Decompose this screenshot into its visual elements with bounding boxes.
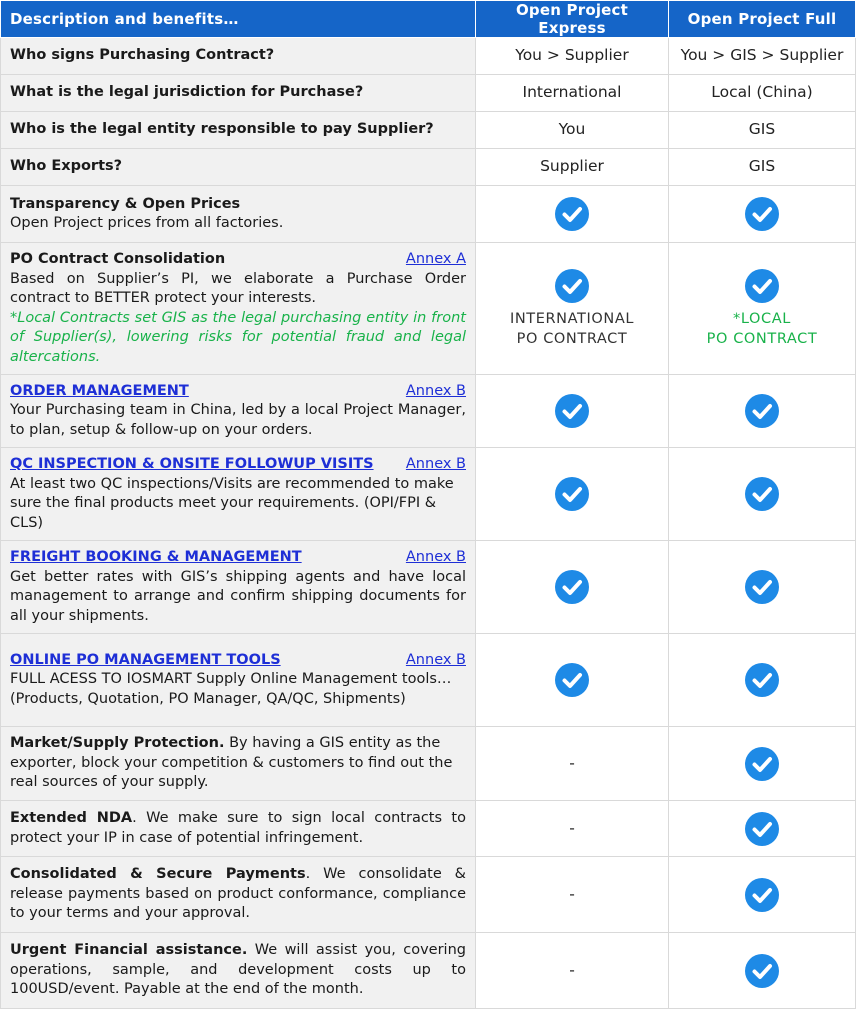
row-legal-entity: [1, 112, 856, 149]
feature-title-link[interactable]: ORDER MANAGEMENT: [10, 382, 189, 399]
check-circle-icon: [555, 663, 589, 697]
not-included-dash: -: [476, 727, 669, 801]
annex-link[interactable]: Annex B: [405, 382, 466, 399]
feature-text: . We make sure to sign local contracts to protect your IP in case of potential infringement.: [10, 810, 466, 846]
feature-text: Your Purchasing team in China, led by a local Project Manager, to plan, setup & follow-up on your orders.: [10, 402, 466, 438]
row-who-exports: [1, 149, 856, 186]
feature-text: At least two QC inspections/Visits are recommended to make sure the final products meet your requirements. (OPI/FPI & CLS): [10, 475, 454, 531]
feature-title-link[interactable]: FREIGHT BOOKING & MANAGEMENT: [10, 549, 302, 565]
feature-lead: Extended NDA: [10, 810, 133, 826]
annex-link[interactable]: Annex B: [405, 549, 466, 565]
express-value: You: [476, 112, 669, 149]
header-row: [1, 1, 856, 38]
check-circle-icon: [555, 570, 589, 604]
feature-text: Based on Supplier’s PI, we elaborate a Purchase Order contract to BETTER protect your interests.: [10, 270, 466, 306]
check-circle-icon: [555, 477, 589, 511]
annex-link[interactable]: Annex B: [405, 651, 466, 668]
check-circle-icon: [555, 269, 589, 303]
feature-cell: [1, 541, 476, 634]
check-circle-icon: [745, 570, 779, 604]
feature-text: (Products, Quotation, PO Manager, QA/QC, Shipments): [10, 690, 406, 707]
feature-cell: [1, 375, 476, 448]
feature-cell: [1, 727, 476, 801]
full-value: GIS: [669, 112, 856, 149]
check-circle-icon: [745, 394, 779, 428]
annex-link[interactable]: Annex B: [405, 456, 466, 472]
feature-cell: [1, 801, 476, 857]
feature-cell: [1, 857, 476, 933]
row-jurisdiction: [1, 75, 856, 112]
feature-title: Transparency & Open Prices: [10, 195, 241, 212]
annex-link[interactable]: Annex A: [405, 251, 466, 267]
feature-text: Get better rates with GIS’s shipping agents and have local management to arrange and confirm shipping documents for all your shipments.: [10, 568, 466, 624]
feature-text: FULL ACESS TO IOSMART Supply Online Management tools…: [10, 671, 452, 688]
check-circle-icon: [745, 197, 779, 231]
feature-lead: Urgent Financial assistance.: [10, 942, 248, 959]
express-caption: [485, 309, 659, 349]
feature-lead: Consolidated & Secure Payments: [10, 866, 306, 883]
full-value: GIS: [669, 149, 856, 186]
express-value: Supplier: [476, 149, 669, 186]
express-value: International: [476, 75, 669, 112]
feature-cell: [1, 186, 476, 243]
feature-cell: [1, 933, 476, 1009]
feature-cell: [1, 448, 476, 541]
check-circle-icon: [745, 477, 779, 511]
row-who-signs: [1, 38, 856, 75]
check-circle-icon: [745, 954, 779, 988]
row-online-tools: [1, 634, 856, 727]
feature-title-link[interactable]: ONLINE PO MANAGEMENT TOOLS: [10, 651, 281, 668]
feature-title: PO Contract Consolidation: [10, 251, 226, 267]
check-circle-icon: [555, 394, 589, 428]
caption-line: PO CONTRACT: [516, 330, 628, 347]
express-value: You > Supplier: [476, 38, 669, 75]
caption-line: PO CONTRACT: [706, 330, 818, 347]
header-express: Open Project Express: [476, 1, 669, 38]
full-value: You > GIS > Supplier: [669, 38, 856, 75]
question-label: Who signs Purchasing Contract?: [1, 38, 476, 75]
check-circle-icon: [745, 747, 779, 781]
check-circle-icon: [745, 878, 779, 912]
feature-title-link[interactable]: QC INSPECTION & ONSITE FOLLOWUP VISITS: [10, 456, 374, 472]
row-extended-nda: [1, 801, 856, 857]
caption-line: INTERNATIONAL: [509, 310, 635, 327]
not-included-dash: -: [476, 857, 669, 933]
question-label: Who Exports?: [1, 149, 476, 186]
check-circle-icon: [745, 269, 779, 303]
row-secure-payments: [1, 857, 856, 933]
feature-text: . We consolidate & release payments based on product conformance, compliance to your terms and your approval.: [10, 866, 466, 922]
row-po-contract: [1, 243, 856, 375]
row-freight: [1, 541, 856, 634]
feature-lead: Market/Supply Protection.: [10, 735, 225, 752]
check-circle-icon: [745, 812, 779, 846]
feature-note: *Local Contracts set GIS as the legal purchasing entity in front of Supplier(s), lowering risks for potential fraud and legal altercations.: [10, 309, 466, 365]
full-value: Local (China): [669, 75, 856, 112]
feature-cell: [1, 634, 476, 727]
full-caption: [678, 309, 846, 349]
header-description: Description and benefits…: [1, 1, 476, 38]
row-transparency: [1, 186, 856, 243]
header-full: Open Project Full: [669, 1, 856, 38]
not-included-dash: -: [476, 801, 669, 857]
check-circle-icon: [745, 663, 779, 697]
row-order-management: [1, 375, 856, 448]
caption-line: *LOCAL: [733, 310, 791, 327]
check-circle-icon: [555, 197, 589, 231]
row-market-protection: [1, 727, 856, 801]
feature-text: By having a GIS entity as the exporter, block your competition & customers to find out the real sources of your supply.: [10, 735, 453, 791]
feature-text: Open Project prices from all factories.: [10, 215, 284, 231]
row-financial-assistance: [1, 933, 856, 1009]
feature-cell: [1, 243, 476, 375]
question-label: Who is the legal entity responsible to pay Supplier?: [1, 112, 476, 149]
not-included-dash: -: [476, 933, 669, 1009]
question-label: What is the legal jurisdiction for Purchase?: [1, 75, 476, 112]
feature-text: We will assist you, covering operations, sample, and development costs up to 100USD/event. Payable at the end of the month.: [10, 942, 466, 998]
row-qc-inspection: [1, 448, 856, 541]
